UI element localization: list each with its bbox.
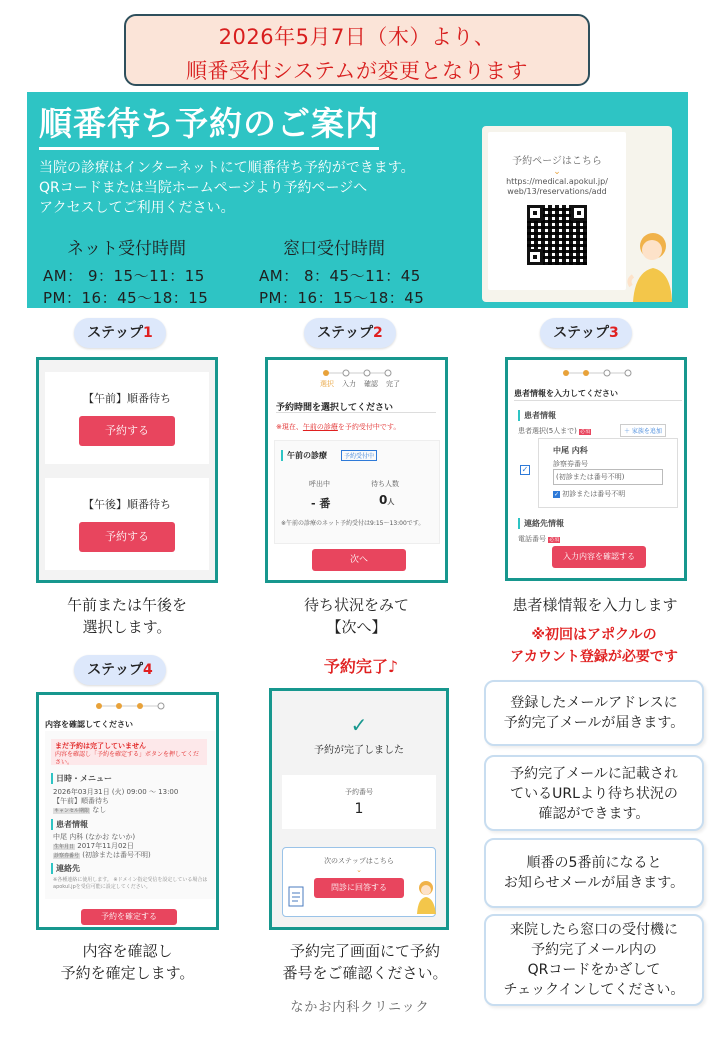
step-1-screen — [36, 357, 218, 583]
step-4-screen — [36, 692, 219, 930]
patient-checkbox[interactable]: ✓ — [521, 465, 529, 474]
banner-title: 順番待ち予約のご案内 — [39, 98, 379, 150]
completion-title: 予約完了♪ — [323, 657, 399, 676]
warning-box — [51, 739, 207, 765]
caption-line: 待ち状況をみて — [303, 596, 409, 614]
progress-bar — [562, 368, 632, 378]
desc-line: QRコードまたは当院ホームページより予約ページへ — [39, 180, 368, 196]
progress-label: 選択 — [320, 380, 334, 388]
banner-description — [39, 158, 415, 218]
pm-reserve-button[interactable]: 予約する — [79, 522, 175, 552]
progress-label: 入力 — [342, 380, 356, 388]
notice-line-2: 順番受付システムが変更となります — [186, 59, 528, 83]
qr-finder — [527, 205, 543, 221]
card-label: 診察券番号 — [54, 853, 80, 859]
confirm-card — [45, 731, 215, 899]
step-label: ステップ — [87, 662, 143, 678]
next-step-label: 次のステップはこちら — [324, 857, 394, 865]
next-button[interactable]: 次へ — [312, 549, 406, 571]
am-title: 【午前】順番待ち — [83, 392, 171, 405]
note-line: お知らせメールが届きます。 — [503, 875, 685, 891]
qr-finder — [527, 249, 543, 265]
session-title: 午前の診療 — [281, 450, 327, 461]
progress-bar — [95, 701, 165, 711]
phone-label: 電話番号 — [518, 535, 546, 543]
pm-title: 【午後】順番待ち — [83, 498, 171, 511]
completion-screen — [269, 688, 449, 930]
note-line: 順番の5番前になると — [526, 855, 662, 871]
note-line: ているURLより待ち状況の — [510, 786, 678, 802]
reservation-datetime: 2026年03月31日 (火) 09:00 ～ 13:00 — [53, 788, 179, 796]
step-label: ステップ — [317, 325, 373, 341]
note-status-url — [484, 755, 704, 831]
calling-label: 呼出中 — [309, 480, 330, 488]
patient-section-title: 患者情報 — [518, 410, 556, 421]
note-line: ※初回はアポクルの — [531, 627, 657, 643]
note-reminder-email — [484, 838, 704, 908]
step-4-pill — [74, 655, 166, 685]
select-label: 患者選択(5人まで) — [518, 427, 577, 435]
note-line: 予約完了メールが届きます。 — [503, 715, 685, 731]
step-2-screen — [265, 357, 448, 583]
divider — [514, 400, 682, 401]
notice-line-1: 2026年5月7日（木）より、 — [218, 25, 496, 49]
datetime-section-title: 日時・メニュー — [51, 773, 112, 784]
qr-url-1: https://medical.apokul.jp/ — [506, 177, 608, 186]
clinic-name: なかお内科クリニック — [290, 1000, 430, 1015]
change-notice — [124, 14, 590, 86]
warning-text: 内容を確認し「予約を確定する」ボタンを押してください。 — [55, 751, 200, 766]
contact-section-title: 連絡先情報 — [518, 518, 564, 529]
patient-name: 中尾 内科 (なかお ないか) — [53, 833, 136, 841]
progress-label: 確認 — [364, 380, 378, 388]
step-2-pill — [304, 318, 396, 348]
fine-print: ※各種連絡に使用します。 ※ドメイン指定受信を設定している場合はapokul.jpを受信可能に設定してください。 — [53, 877, 208, 890]
am-reserve-button[interactable]: 予約する — [79, 416, 175, 446]
pm-card — [45, 478, 209, 570]
net-hours — [43, 234, 208, 309]
step-3-caption: 患者様情報を入力します — [512, 596, 678, 614]
clipboard-icon — [287, 884, 305, 908]
reservation-menu: 【午前】順番待ち — [53, 797, 109, 805]
qr-url-2: web/13/reservations/add — [507, 187, 607, 196]
cancel-label: キャンセル期限 — [54, 808, 90, 814]
step-3-pill — [540, 318, 632, 348]
guide-banner — [27, 92, 688, 308]
cancel-row — [53, 805, 106, 815]
completion-caption — [265, 940, 465, 984]
alert-text: ※現在、 — [276, 423, 303, 431]
qr-finder — [571, 205, 587, 221]
confirm-reservation-button[interactable]: 予約を確定する — [81, 909, 177, 925]
step-label: ステップ — [553, 325, 609, 341]
desc-line: 当院の診療はインターネットにて順番待ち予約ができます。 — [39, 160, 415, 176]
reservation-number-label: 予約番号 — [345, 788, 373, 796]
woman-illustration-icon — [415, 880, 437, 914]
note-line: 来院したら窓口の受付機に — [510, 922, 678, 938]
waiting-count — [379, 493, 394, 507]
am-card — [45, 372, 209, 464]
patient-section-title: 患者情報 — [51, 819, 88, 830]
step-label: ステップ — [87, 325, 143, 341]
step-3-screen — [505, 357, 687, 581]
alert-link[interactable]: 午前の診療 — [302, 423, 338, 431]
patient-card — [538, 438, 678, 508]
caption-line: 午前または午後を — [66, 596, 187, 614]
note-line: QRコードをかざして — [527, 962, 661, 978]
step-4-heading: 内容を確認してください — [45, 720, 133, 729]
card-value: (初診または番号不明) — [82, 851, 151, 859]
contact-section-title: 連絡先 — [51, 863, 80, 874]
desc-line: アクセスしてご利用ください。 — [39, 200, 235, 216]
caption-line: 予約を確定します。 — [60, 964, 195, 982]
progress-label: 完了 — [386, 380, 400, 388]
note-line: チェックインしてください。 — [503, 982, 685, 998]
qr-panel — [488, 132, 626, 290]
card-row — [53, 850, 151, 860]
window-hours — [259, 234, 424, 309]
checkbox-label: 初診または番号不明 — [562, 490, 626, 498]
step-4-caption — [36, 940, 219, 984]
reservation-number: 1 — [354, 801, 364, 817]
session-card — [274, 440, 440, 544]
step-number: 4 — [142, 662, 153, 678]
note-check-in — [484, 914, 704, 1006]
waiting-label: 待ち人数 — [371, 480, 399, 488]
dob-label: 生年月日 — [54, 844, 75, 850]
receptionist-illustration — [627, 216, 672, 302]
dob-value: 2017年11月02日 — [77, 842, 134, 850]
check-icon: ✓ — [350, 713, 368, 737]
questionnaire-button[interactable]: 問診に回答する — [314, 878, 404, 898]
account-required-note — [486, 624, 702, 668]
calling-value: - 番 — [311, 497, 331, 510]
note-line: 予約完了メール内の — [531, 942, 657, 958]
required-badge: 必須 — [580, 429, 591, 435]
note-confirmation-email — [484, 680, 704, 746]
confirm-input-button[interactable]: 入力内容を確認する — [552, 546, 646, 568]
step-number: 2 — [372, 325, 383, 341]
caption-line: 内容を確認し — [82, 942, 173, 960]
alert-text: を予約受付中です。 — [337, 423, 401, 431]
caption-line: 選択します。 — [82, 618, 172, 636]
waiting-unit: 人 — [387, 498, 395, 506]
note-line: アカウント登録が必要です — [510, 649, 678, 665]
warning-title: まだ予約は完了していません — [55, 742, 146, 750]
note-line: 予約完了メールに記載され — [510, 766, 678, 782]
required-badge: 必須 — [549, 537, 560, 543]
step-number: 3 — [608, 325, 619, 341]
patient-select-row — [518, 426, 591, 436]
divider — [276, 412, 436, 413]
qr-card — [482, 126, 672, 302]
step-1-pill — [74, 318, 166, 348]
chevron-down-icon: ⌄ — [553, 167, 561, 177]
net-hours-title: ネット受付時間 — [67, 239, 186, 259]
caption-line: 予約完了画面にて予約 — [289, 942, 440, 960]
session-note: ※午前の診療のネット予約受付は9:15～13:00です。 — [281, 520, 425, 527]
add-family-button[interactable]: ＋ 家族を追加 — [620, 424, 666, 437]
step-number: 1 — [142, 325, 153, 341]
patient-name: 中尾 内科 — [553, 446, 588, 455]
checkbox-icon[interactable]: ✓ — [553, 491, 560, 498]
phone-row — [518, 534, 560, 544]
net-hours-pm: PM：16：45～18：15 — [43, 289, 209, 307]
completion-message: 予約が完了しました — [314, 745, 404, 756]
window-hours-title: 窓口受付時間 — [283, 239, 385, 259]
reserve-alert — [276, 422, 400, 432]
step-1-caption — [36, 594, 218, 638]
note-line: 確認ができます。 — [538, 806, 650, 822]
caption-line: 番号をご確認ください。 — [282, 964, 448, 982]
status-badge: 予約受付中 — [341, 450, 377, 461]
step-2-caption — [265, 594, 448, 638]
card-number-input[interactable]: (初診または番号不明) — [553, 469, 663, 485]
progress-labels — [320, 379, 400, 389]
step-2-heading: 予約時間を選択してください — [276, 403, 394, 413]
window-hours-pm: PM：16：15～18：45 — [259, 289, 425, 307]
chevron-down-icon: ⌄ — [356, 866, 362, 874]
step-3-heading: 患者情報を入力してください — [514, 389, 618, 398]
next-step-card — [282, 847, 436, 917]
net-hours-am: AM： 9：15～11：15 — [43, 267, 205, 285]
window-hours-am: AM： 8：45～11：45 — [259, 267, 421, 285]
progress-bar — [322, 368, 392, 378]
cancel-value: なし — [92, 806, 107, 814]
card-number-label: 診察券番号 — [553, 460, 588, 468]
qr-code[interactable] — [527, 205, 587, 265]
waiting-value: 0 — [379, 493, 388, 507]
reservation-number-card — [282, 775, 436, 829]
caption-line: 【次へ】 — [326, 618, 387, 636]
first-visit-checkbox-row[interactable] — [553, 489, 625, 499]
note-line: 登録したメールアドレスに — [510, 695, 678, 711]
qr-title: 予約ページはこちら — [512, 156, 602, 167]
